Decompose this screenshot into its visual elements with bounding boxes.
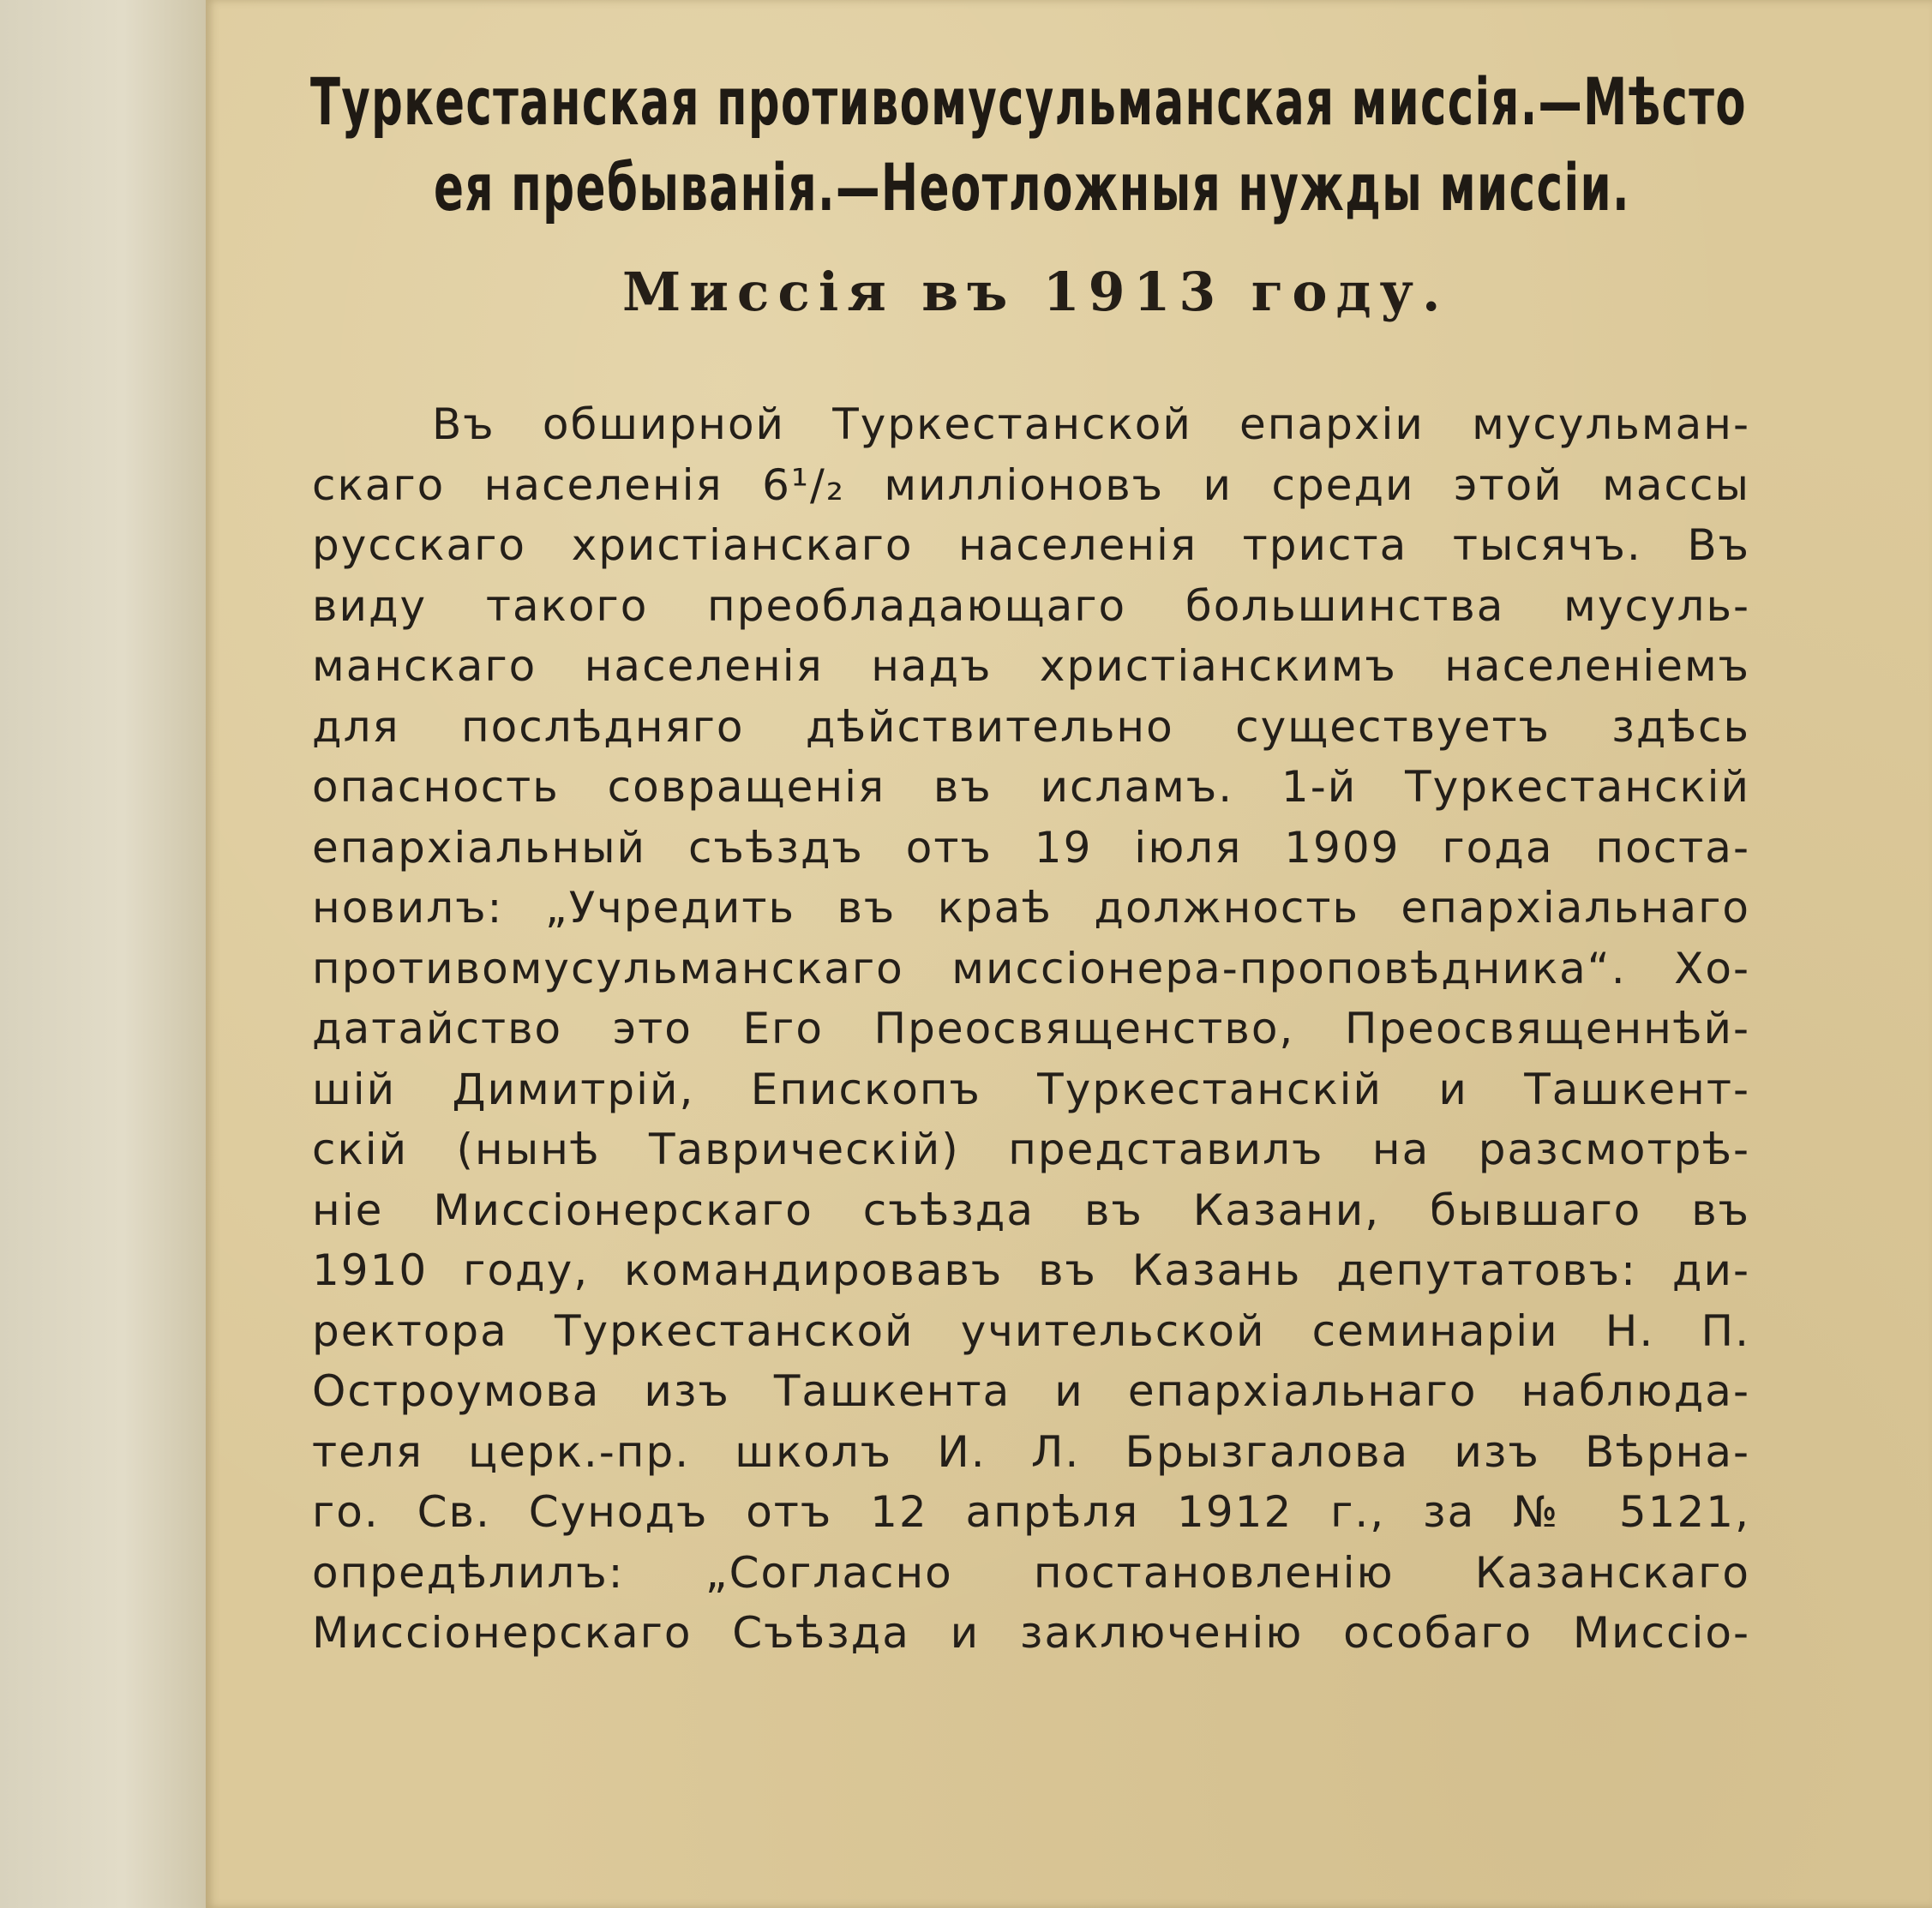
heading-line-1: Туркестанская противомусульманская миссія.—Мѣсто <box>310 63 1747 140</box>
body-line: для послѣдняго дѣйствительно существуетъ здѣсь <box>312 701 1750 752</box>
body-line: датайство это Его Преосвященство, Преосвященнѣй- <box>312 1004 1750 1053</box>
body-line: противомусульманскаго миссіонера-проповѣдника“. Хо- <box>312 943 1750 993</box>
body-line: Остроумова изъ Ташкента и епархіальнаго наблюда- <box>312 1366 1750 1416</box>
body-line: шій Димитрій, Епископъ Туркестанскій и Ташкент- <box>312 1064 1750 1114</box>
body-line: опредѣлилъ: „Согласно постановленію Казанскаго <box>312 1547 1750 1598</box>
body-line: ректора Туркестанской учительской семинаріи Н. П. <box>312 1305 1750 1356</box>
body-line: виду такого преобладающаго большинства мусуль- <box>312 580 1750 631</box>
backing-margin <box>0 0 206 1908</box>
body-line: Миссіонерскаго Съѣзда и заключенію особаго Миссіо- <box>312 1608 1750 1658</box>
body-line: опасность совращенія въ исламъ. 1-й Туркестанскій <box>312 762 1750 812</box>
body-line: 1910 году, командировавъ въ Казань депутатовъ: ди- <box>312 1245 1750 1295</box>
section-subheading: Миссія въ 1913 году. <box>622 261 1449 323</box>
body-line: епархіальный съѣздъ отъ 19 іюля 1909 года поста- <box>312 822 1750 873</box>
body-line: новилъ: „Учредить въ краѣ должность епархіальнаго <box>312 883 1750 933</box>
body-paragraph <box>312 394 1750 1664</box>
body-line: русскаго христіанскаго населенія триста тысячъ. Въ <box>312 520 1750 570</box>
heading-line-2: ея пребыванія.—Неотложныя нужды миссіи. <box>434 149 1630 225</box>
body-line: манскаго населенія надъ христіанскимъ населеніемъ <box>312 641 1750 691</box>
body-line: скій (нынѣ Таврическій) представилъ на разсмотрѣ- <box>312 1125 1750 1174</box>
body-line: ніе Миссіонерскаго съѣзда въ Казани, бывшаго въ <box>312 1185 1750 1235</box>
body-line: Въ обширной Туркестанской епархіи мусульман- <box>432 399 1750 449</box>
body-line: теля церк.-пр. школъ И. Л. Брызгалова изъ Вѣрна- <box>312 1426 1750 1477</box>
body-line: го. Св. Сунодъ отъ 12 апрѣля 1912 г., за № 5121, <box>312 1487 1750 1537</box>
body-line: скаго населенія 6¹/₂ милліоновъ и среди этой массы <box>312 459 1750 510</box>
